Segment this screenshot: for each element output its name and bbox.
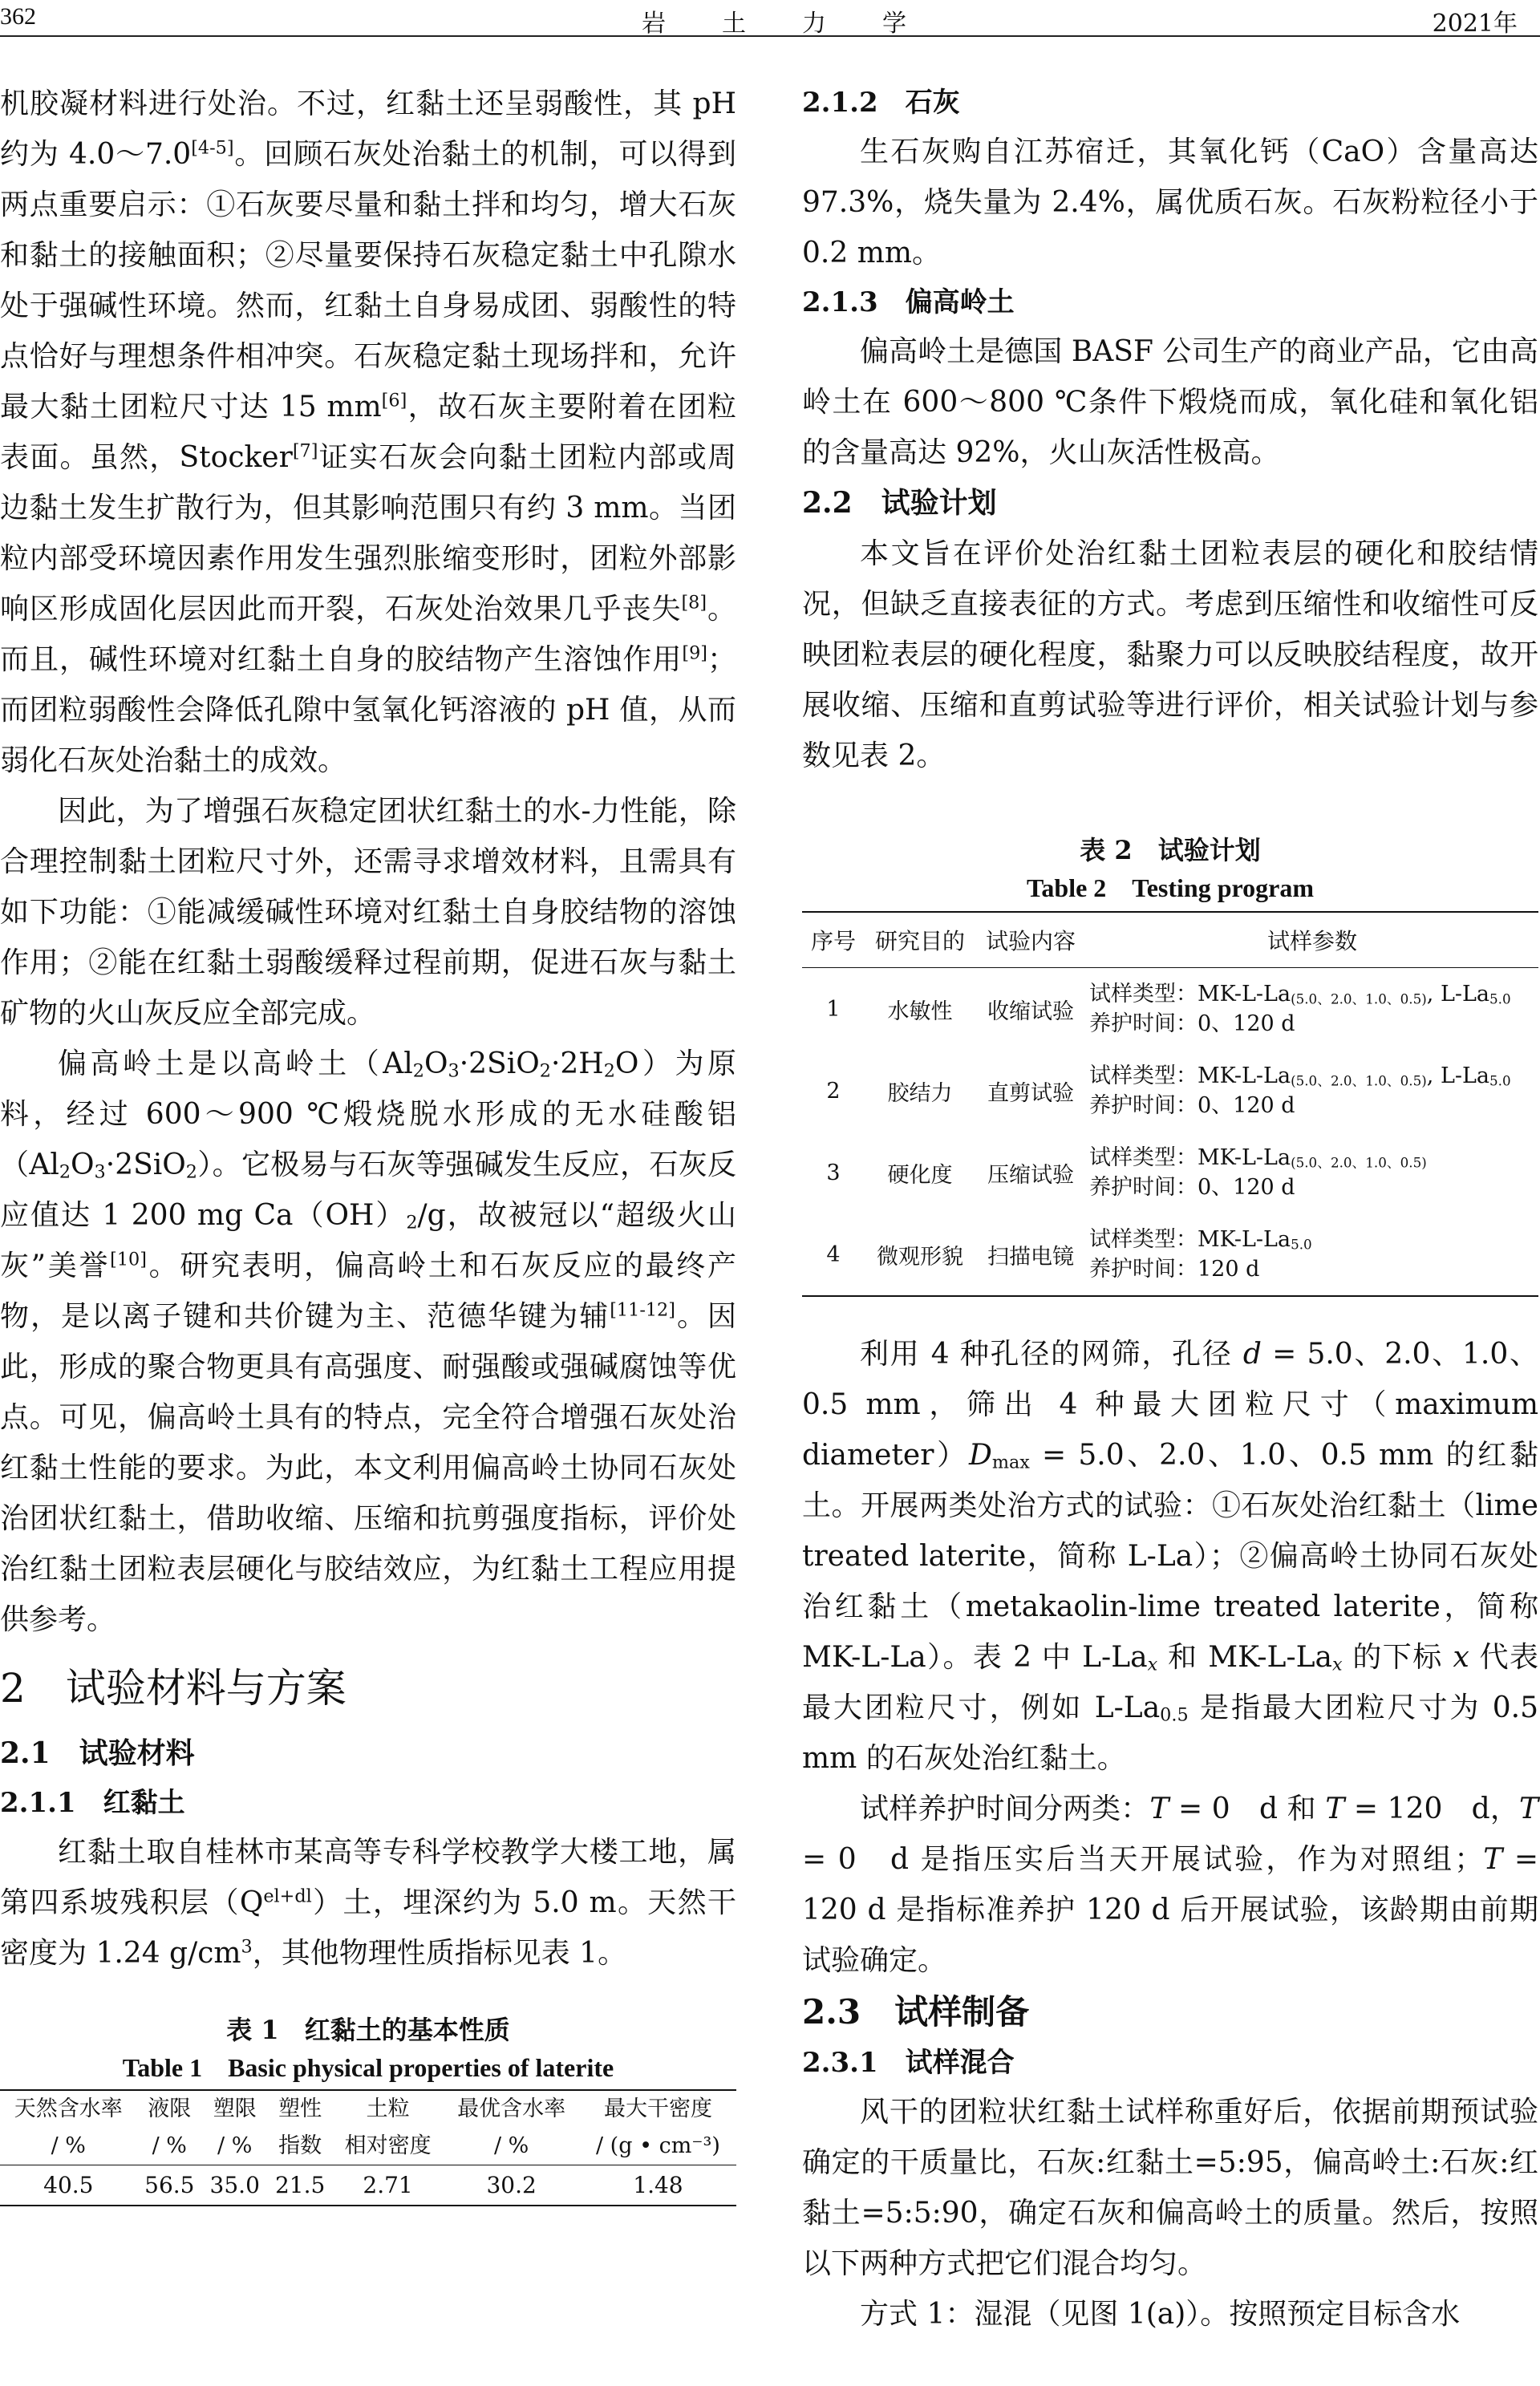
section-heading-2-1-2: 2.1.2 石灰	[802, 87, 960, 119]
table-header: 试样参数	[1086, 912, 1538, 968]
table-header: 塑性	[278, 2096, 322, 2121]
table-header: 液限	[148, 2096, 192, 2121]
table-cell: 3	[826, 1160, 841, 1185]
table-cell: 4	[826, 1242, 841, 1267]
table-unit: 指数	[267, 2128, 332, 2165]
table-row	[0, 2165, 736, 2206]
table2-caption-en: Table 2 Testing program	[1027, 873, 1314, 902]
table-cell: 水敏性	[887, 999, 953, 1024]
journal-title: 岩土力学	[642, 10, 962, 38]
paragraph-test-plan: 本文旨在评价处治红黏土团粒表层的硬化和胶结情况，但缺乏直接表征的方式。考虑到压缩性和收缩性可反映团粒表层的硬化程度，黏聚力可以反映胶结程度，故开展收缩、压缩和直剪试验等进行评价，相关试验计划与参数见表 2。	[802, 537, 1538, 772]
table-unit: / %	[0, 2128, 137, 2165]
table1-caption-cn: 表 1 红黏土的基本性质	[226, 2015, 510, 2045]
paragraph-lime-mechanism: 机胶凝材料进行处治。不过，红黏土还呈弱酸性，其 pH 约为 4.0～7.0[4-5]。回顾石灰处治黏土的机制，可以得到两点重要启示：①石灰要尽量和黏土拌和均匀，增大石灰和黏土的接触面积；②尽量要保持石灰稳定黏土中孔隙水处于强碱性环境。然而，红黏土自身易成团、弱酸性的特点恰好与理想条件相冲突。石灰稳定黏土现场拌和，允许最大黏土团粒尺寸达 15 mm[6]，故石灰主要附着在团粒表面。虽然，Stocker[7]证实石灰会向黏土团粒内部或周边黏土发生扩散行为，但其影响范围只有约 3 mm。当团粒内部受环境因素作用发生强烈胀缩变形时，团粒外部影响区形成固化层因此而开裂，石灰处治效果几乎丧失[8]。而且，碱性环境对红黏土自身的胶结物产生溶蚀作用[9]；而团粒弱酸性会降低孔隙中氢氧化钙溶液的 pH 值，从而弱化石灰处治黏土的成效。	[0, 87, 736, 777]
table-unit: 相对密度	[333, 2128, 443, 2165]
paragraph-additive-requirements: 因此，为了增强石灰稳定团状红黏土的水-力性能，除合理控制黏土团粒尺寸外，还需寻求增效材料，且需具有如下功能：①能减缓碱性环境对红黏土自身胶结物的溶蚀作用；②能在红黏土弱酸缓释过程前期，促进石灰与黏土矿物的火山灰反应全部完成。	[0, 795, 736, 1030]
table-cell: 直剪试验	[987, 1080, 1074, 1106]
paragraph-sieving: 利用 4 种孔径的网筛，孔径 d = 5.0、2.0、1.0、0.5 mm，筛出 4 种最大团粒尺寸（maximum $diameter)D_{max} = 5.0$、2.0、1.0、0.5 mm 的红黏土。开展两类处治方式的试验：①石灰处治红黏土（lime treated laterite，简称 L-La）；②偏高岭土协同石灰处治红黏土（metakaolin-lime treated laterite，简称 MK-L-La）。表 2 中 $L-La_x$ 和 $MK-L-La_x$ 的下标 x 代表最大团粒尺寸，例如 $L-La_{0.5}$ 是指最大团粒尺寸为 0.5 mm 的石灰处治红黏土。	[802, 1338, 1539, 1775]
table-cell: 试样类型：$MK-L-La_{(5.0、2.0、1.0、0.5)}$, $L-La_{5.0}$ 养护时间：0、120 d	[1089, 982, 1511, 1036]
table-header: 土粒	[366, 2096, 410, 2121]
page-number: 362	[0, 3, 36, 30]
citation: [7]	[292, 440, 318, 462]
section-heading-2-1-3: 2.1.3 偏高岭土	[802, 286, 1015, 318]
paragraph-metakaolin: 偏高岭土是以高岭土$(Al_2O_3\cdot 2SiO_2\cdot 2H_2O)$为原料，经过 600～900 ℃煅烧脱水形成的无水硅酸铝$(Al_2O_3\cdot 2SiO_2)$。它极易与石灰等强碱发生反应，石灰反应值达 1 200 mg $Ca(OH)_2/g$，故被冠以“超级火山灰”美誉[10]。研究表明，偏高岭土和石灰反应的最终产物，是以离子键和共价键为主、范德华键为辅[11-12]。因此，形成的聚合物更具有高强度、耐强酸或强碱腐蚀等优点。可见，偏高岭土具有的特点，完全符合增强石灰处治红黏土性能的要求。为此，本文利用偏高岭土协同石灰处治团状红黏土，借助收缩、压缩和抗剪强度指标，评价处治红黏土团粒表层硬化与胶结效应，为红黏土工程应用提供参考。	[0, 1047, 736, 1636]
table1-caption-en: Table 1 Basic physical properties of laterite	[122, 2053, 614, 2082]
paragraph-mixing: 风干的团粒状红黏土试样称重好后，依据前期预试验确定的干质量比，石灰:红黏土=5:95，偏高岭土:石灰:红黏土=5:5:90，确定石灰和偏高岭土的质量。然后，按照以下两种方式把它们混合均匀。	[802, 2096, 1538, 2280]
section-heading-2-3-1: 2.3.1 试样混合	[802, 2047, 1015, 2079]
table-cell: 胶结力	[887, 1080, 953, 1106]
table-cell: 试样类型：$MK-L-La_{(5.0、2.0、1.0、0.5)}$ 养护时间：0、120 d	[1089, 1145, 1427, 1200]
table-row	[802, 968, 1538, 1051]
table-cell: 试样类型：$MK-L-La_{(5.0、2.0、1.0、0.5)}$, $L-La_{5.0}$ 养护时间：0、120 d	[1089, 1063, 1511, 1118]
table-header: 塑限	[213, 2096, 257, 2121]
table-cell: 硬化度	[887, 1162, 953, 1188]
table-cell: 21.5	[274, 2172, 326, 2198]
running-header	[0, 0, 1540, 37]
table-unit: / %	[137, 2128, 202, 2165]
table-header: 序号	[802, 912, 865, 968]
table-row	[802, 1132, 1538, 1213]
table-cell: 1.48	[633, 2172, 683, 2198]
table-cell: 压缩试验	[987, 1162, 1074, 1188]
header-rule	[0, 35, 1540, 37]
table-unit: / %	[202, 2128, 267, 2165]
table-header: 研究目的	[865, 912, 975, 968]
paragraph-method-1: 方式 1：湿混（见图 1(a)）。按照预定目标含水	[860, 2298, 1461, 2331]
table-header: 最优含水率	[457, 2096, 566, 2121]
table-unit: / (g • cm⁻³)	[580, 2128, 736, 2165]
citation: [10]	[110, 1249, 147, 1270]
table-cell: 35.0	[209, 2172, 260, 2198]
table-cell: 30.2	[486, 2172, 537, 2198]
table-cell: 扫描电镜	[987, 1244, 1074, 1270]
right-column	[802, 79, 1538, 2339]
paragraph-lime: 生石灰购自江苏宿迁，其氧化钙（CaO）含量高达 97.3%，烧失量为 2.4%，属优质石灰。石灰粉粒径小于 0.2 mm。	[802, 136, 1538, 269]
section-heading-2-2: 2.2 试验计划	[802, 486, 997, 520]
paragraph-laterite-source: 红黏土取自桂林市某高等专科学校教学大楼工地，属第四系坡残积层$(Q^{el+dl})$土，埋深约为 5.0 m。天然干密度为 1.24 $g/cm^3$，其他物理性质指标见表 1。	[0, 1836, 736, 1970]
table-header: 天然含水率	[14, 2096, 123, 2121]
section-heading-2-1: 2.1 试验材料	[0, 1736, 195, 1770]
table2-caption-cn: 表 2 试验计划	[1080, 835, 1261, 865]
citation: [8]	[681, 592, 707, 614]
table-cell: 收缩试验	[987, 999, 1074, 1024]
section-heading-2-1-1: 2.1.1 红黏土	[0, 1787, 185, 1819]
table-cell: 试样类型：$MK-L-La_{5.0}$ 养护时间：120 d	[1089, 1227, 1312, 1282]
citation: [9]	[682, 642, 707, 664]
table-testing-program	[802, 911, 1538, 1297]
citation: [6]	[381, 390, 407, 411]
table-row	[802, 1213, 1538, 1296]
left-column	[0, 79, 736, 2206]
table-unit: / %	[443, 2128, 580, 2165]
section-heading-2: 2 试验材料与方案	[0, 1665, 346, 1712]
table-row	[802, 1050, 1538, 1132]
table-cell: 56.5	[144, 2172, 195, 2198]
table-header: 最大干密度	[603, 2096, 712, 2121]
publication-year: 2021年	[1432, 10, 1518, 38]
table-cell: 微观形貌	[877, 1244, 963, 1270]
table-header: 试验内容	[975, 912, 1086, 968]
paragraph-metakaolin-source: 偏高岭土是德国 BASF 公司生产的商业产品，它由高岭土在 600～800 ℃条件下煅烧而成，氧化硅和氧化铝的含量高达 92%，火山灰活性极高。	[802, 335, 1538, 469]
citation: [4-5]	[191, 137, 234, 159]
section-heading-2-3: 2.3 试样制备	[802, 1992, 1030, 2032]
table-basic-properties	[0, 2089, 736, 2206]
table-cell: 40.5	[43, 2172, 94, 2198]
table-cell: 1	[826, 996, 841, 1022]
citation: [11-12]	[610, 1299, 675, 1321]
paragraph-curing-time: 试样养护时间分两类：T = 0 d 和 T = 120 d，T = 0 d 是指压实后当天开展试验，作为对照组；T = 120 d 是指标准养护 120 d 后开展试验，该龄期由前期试验确定。	[802, 1793, 1538, 1977]
table-cell: 2	[826, 1078, 841, 1104]
table-cell: 2.71	[363, 2172, 413, 2198]
